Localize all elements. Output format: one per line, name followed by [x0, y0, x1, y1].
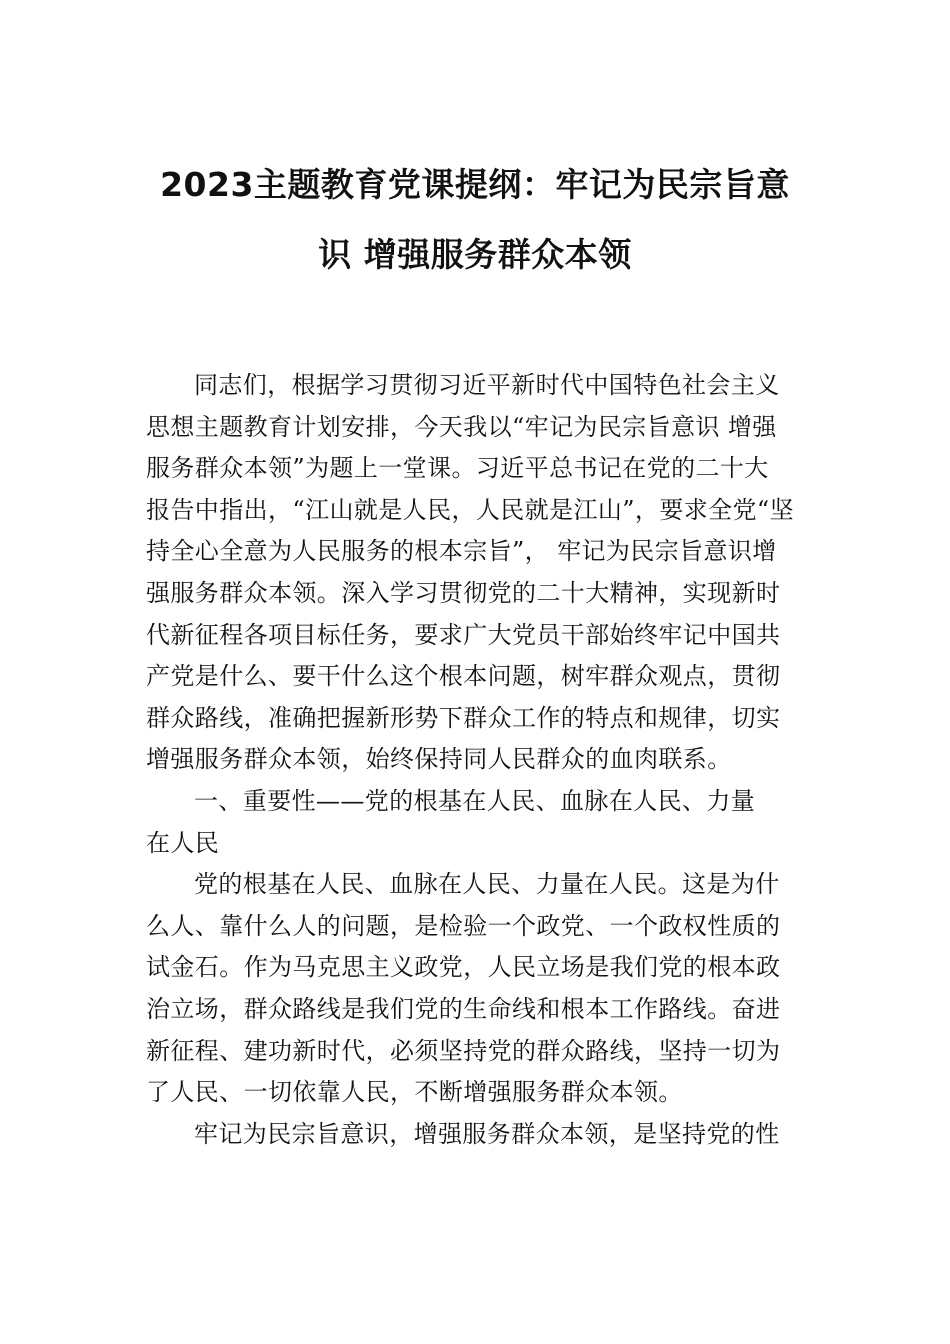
paragraph-continued [146, 1114, 811, 1156]
document-title [140, 150, 810, 290]
text-line: 党的根基在人民、血脉在人民、力量在人民。这是为什 [194, 870, 780, 899]
text-line: 群众路线，准确把握新形势下群众工作的特点和规律，切实 [146, 703, 781, 732]
text-line: 产党是什么、要干什么这个根本问题，树牢群众观点，贯彻 [146, 662, 781, 691]
text-line: 新征程、建功新时代，必须坚持党的群众路线，坚持一切为 [146, 1036, 781, 1065]
text-line: 持全心全意为人民服务的根本宗旨”， 牢记为民宗旨意识增 [146, 537, 777, 566]
text-line: 思想主题教育计划安排，今天我以“牢记为民宗旨意识 增强 [146, 412, 777, 441]
text-line: 代新征程各项目标任务，要求广大党员干部始终牢记中国共 [146, 620, 781, 649]
paragraph-intro [146, 365, 811, 781]
text-line: 了人民、一切依靠人民，不断增强服务群众本领。 [146, 1078, 683, 1107]
title-line-2: 识 增强服务群众本领 [318, 235, 632, 274]
text-line: 治立场，群众路线是我们党的生命线和根本工作路线。奋进 [146, 994, 781, 1023]
section-heading-1 [146, 781, 811, 864]
paragraph-section-1 [146, 864, 811, 1114]
text-line: 牢记为民宗旨意识，增强服务群众本领，是坚持党的性 [194, 1119, 780, 1148]
text-line: 增强服务群众本领，始终保持同人民群众的血肉联系。 [146, 745, 732, 774]
text-line: 同志们，根据学习贯彻习近平新时代中国特色社会主义 [194, 371, 780, 399]
text-line: 试金石。作为马克思主义政党，人民立场是我们党的根本政 [146, 953, 781, 982]
text-line: 么人、靠什么人的问题，是检验一个政党、一个政权性质的 [146, 911, 781, 940]
title-line-1: 2023主题教育党课提纲：牢记为民宗旨意 [160, 165, 790, 204]
text-line: 报告中指出，“江山就是人民，人民就是江山”，要求全党“坚 [146, 495, 795, 524]
heading-line: 在人民 [146, 828, 220, 857]
heading-line: 一、重要性——党的根基在人民、血脉在人民、力量 [194, 786, 756, 815]
text-line: 强服务群众本领。深入学习贯彻党的二十大精神，实现新时 [146, 578, 781, 607]
document-body [146, 365, 811, 1155]
text-line: 服务群众本领”为题上一堂课。习近平总书记在党的二十大 [146, 454, 769, 483]
